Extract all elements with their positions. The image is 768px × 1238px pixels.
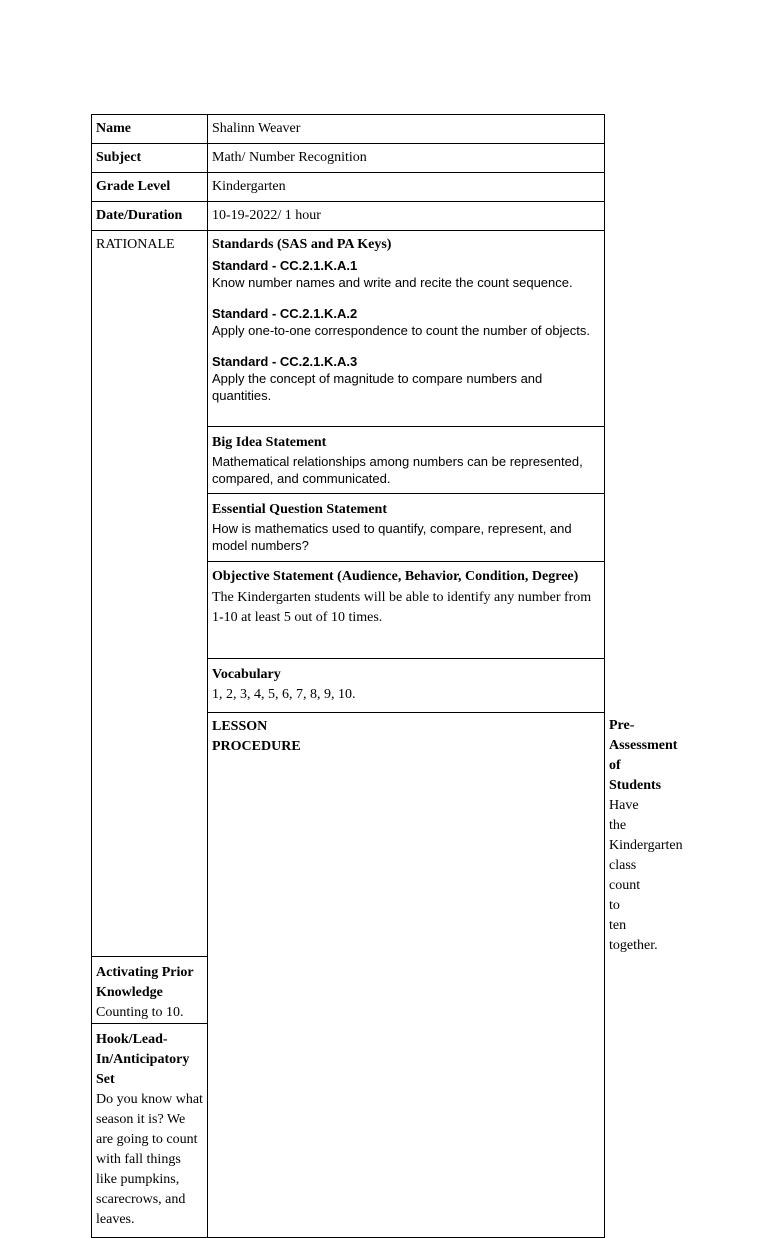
standard-text: Know number names and write and recite the count sequence.	[212, 275, 573, 290]
standard-text: Apply one-to-one correspondence to count the number of objects.	[212, 323, 590, 338]
table-row	[92, 144, 605, 173]
standard-title: Standard - CC.2.1.K.A.1	[212, 258, 358, 273]
table-row: LESSON PROCEDURE Pre-Assessment of Students Have the Kindergarten class count to ten together.	[92, 713, 605, 957]
standards-cell	[208, 231, 605, 427]
grade-level-label: Grade Level	[96, 179, 171, 194]
row-label-cell	[92, 173, 208, 202]
row-value-cell	[208, 173, 605, 202]
hook-cell	[92, 1024, 208, 1238]
standards-heading: Standards (SAS and PA Keys)	[212, 237, 392, 252]
table-row	[92, 115, 605, 144]
date-duration-value: 10-19-2022/ 1 hour	[212, 208, 321, 223]
vocabulary-cell	[208, 659, 605, 713]
prior-knowledge-heading: Activating Prior Knowledge	[96, 965, 194, 1000]
objective-text: The Kindergarten students will be able to identify any number from 1-10 at least 5 out of 10 times.	[212, 589, 592, 625]
table-row	[92, 173, 605, 202]
standard-text: Apply the concept of magnitude to compare numbers and quantities.	[212, 371, 543, 403]
date-duration-label: Date/Duration	[96, 208, 183, 223]
rationale-label-cell	[92, 231, 208, 957]
row-value-cell	[208, 144, 605, 173]
standard-item	[212, 353, 600, 404]
grade-level-value: Kindergarten	[212, 179, 286, 194]
standard-title: Standard - CC.2.1.K.A.2	[212, 306, 358, 321]
big-idea-cell	[208, 427, 605, 494]
big-idea-heading: Big Idea Statement	[212, 435, 327, 450]
prior-knowledge-text: Counting to 10.	[96, 1005, 184, 1020]
row-value-cell	[208, 115, 605, 144]
essential-question-text: How is mathematics used to quantify, compare, represent, and model numbers?	[212, 521, 572, 553]
subject-label: Subject	[96, 150, 142, 165]
objective-heading: Objective Statement (Audience, Behavior, Condition, Degree)	[212, 569, 579, 584]
objective-cell	[208, 562, 605, 659]
big-idea-text: Mathematical relationships among numbers can be represented, compared, and communicated.	[212, 454, 583, 486]
standard-item	[212, 305, 600, 339]
essential-question-cell	[208, 494, 605, 562]
table-row	[92, 202, 605, 231]
standard-item	[212, 257, 600, 291]
procedure-label-cell	[208, 713, 605, 1238]
subject-value: Math/ Number Recognition	[212, 150, 367, 165]
standard-title: Standard - CC.2.1.K.A.3	[212, 354, 358, 369]
rationale-label: RATIONALE	[96, 237, 175, 252]
prior-knowledge-cell	[92, 957, 208, 1024]
lesson-plan-table	[91, 114, 683, 1238]
vocabulary-heading: Vocabulary	[212, 667, 281, 682]
essential-question-heading: Essential Question Statement	[212, 502, 387, 517]
name-label: Name	[96, 121, 131, 136]
vocabulary-text: 1, 2, 3, 4, 5, 6, 7, 8, 9, 10.	[212, 687, 356, 702]
table-row	[92, 231, 605, 427]
row-value-cell	[208, 202, 605, 231]
row-label-cell	[92, 144, 208, 173]
row-label-cell	[92, 115, 208, 144]
hook-heading: Hook/Lead-In/Anticipatory Set	[96, 1032, 190, 1087]
name-value: Shalinn Weaver	[212, 121, 301, 136]
procedure-label-line2: PROCEDURE	[212, 739, 301, 754]
row-label-cell	[92, 202, 208, 231]
procedure-label-line1: LESSON	[212, 719, 268, 734]
hook-text: Do you know what season it is? We are going to count with fall things like pumpkins, scarecrows, and leaves.	[96, 1092, 203, 1227]
